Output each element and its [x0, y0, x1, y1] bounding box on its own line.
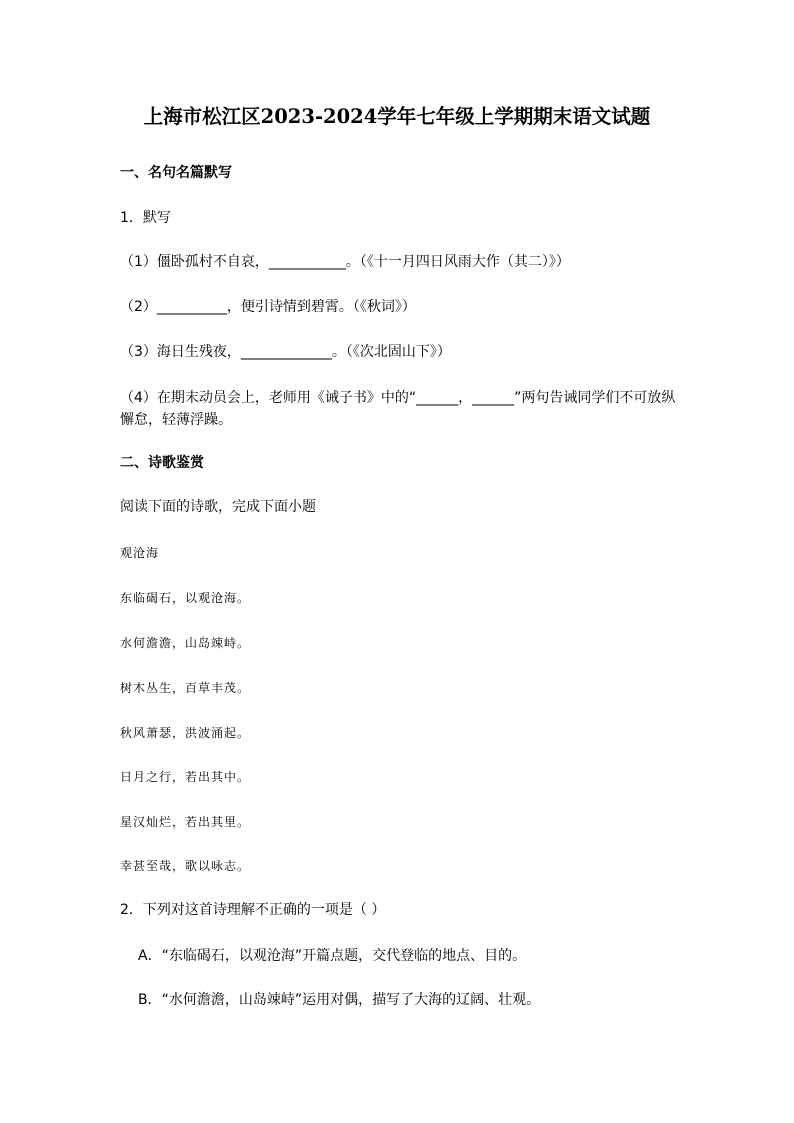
- section-heading-poetry: 二、诗歌鉴赏: [120, 455, 204, 471]
- document-title: 上海市松江区2023-2024学年七年级上学期期末语文试题: [143, 105, 651, 128]
- question-1-item-3: （3）海日生残夜，_____________。（《次北固山下》）: [120, 344, 451, 360]
- question-2-option-a: A．“东临碣石，以观沧海”开篇点题，交代登临的地点、目的。: [138, 948, 527, 964]
- poem-line: 东临碣石，以观沧海。: [120, 591, 251, 605]
- poem-line: 幸甚至哉，歌以咏志。: [120, 859, 251, 873]
- poem-line: 日月之行，若出其中。: [120, 770, 251, 784]
- question-1-item-4: （4）在期末动员会上，老师用《诫子书》中的“______，______”两句告诫同学们不可放纵懈怠，轻薄浮躁。: [120, 390, 676, 428]
- poem-title: 观沧海: [120, 546, 160, 560]
- question-2-option-b: B．“水何澹澹，山岛竦峙”运用对偶，描写了大海的辽阔、壮观。: [138, 992, 541, 1008]
- poem-line: 水何澹澹，山岛竦峙。: [120, 636, 251, 650]
- reading-instruction: 阅读下面的诗歌，完成下面小题: [120, 499, 316, 515]
- poem-line: 秋风萧瑟，洪波涌起。: [120, 726, 251, 740]
- question-1-label: 1．默写: [120, 210, 171, 226]
- poem-line: 星汉灿烂，若出其里。: [120, 815, 251, 829]
- poem-line: 树木丛生，百草丰茂。: [120, 681, 251, 695]
- section-heading-recitation: 一、名句名篇默写: [120, 165, 232, 181]
- question-1-item-1: （1）僵卧孤村不自哀，___________。（《十一月四日风雨大作（其二）》）: [120, 254, 570, 270]
- question-2-stem: 2．下列对这首诗理解不正确的一项是（ ）: [120, 902, 386, 918]
- question-1-item-2: （2）__________，便引诗情到碧霄。（《秋词》）: [120, 299, 416, 315]
